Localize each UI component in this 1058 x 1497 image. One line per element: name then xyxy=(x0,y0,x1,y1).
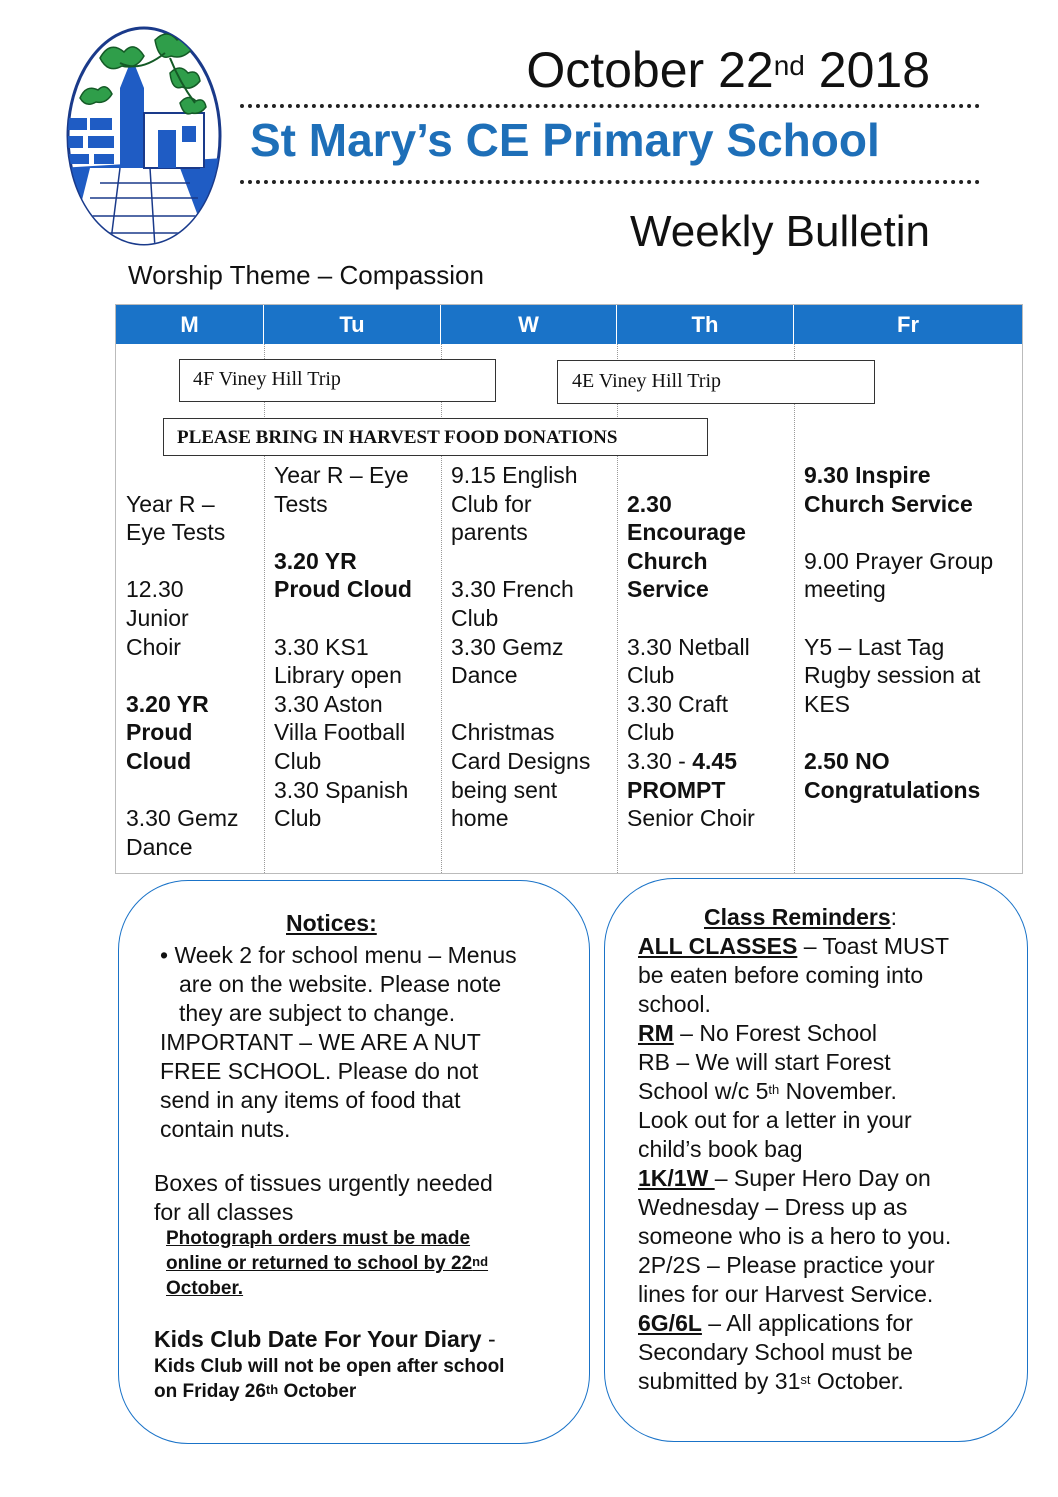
school-name: St Mary’s CE Primary School xyxy=(250,114,880,166)
day-header-monday: M xyxy=(116,305,264,344)
notices-tissues: Boxes of tissues urgently needed for all classes xyxy=(154,1170,493,1225)
monday-events: Year R – Eye Tests 12.30 Junior Choir 3.20 YR Proud Cloud 3.30 Gemz Dance xyxy=(126,490,239,860)
day-header-friday: Fr xyxy=(794,305,1022,344)
notices-title: Notices: xyxy=(286,910,377,936)
bulletin-date xyxy=(526,40,930,100)
bulletin-title: Weekly Bulletin xyxy=(630,207,930,256)
trip-banner-4e: 4E Viney Hill Trip xyxy=(557,360,875,404)
notices-menu-item: • Week 2 for school menu – Menus are on the website. Please note they are subject to change. IMPORTANT – WE ARE A NUT FREE SCHOOL. Please do not send in any items of food that contain nuts. xyxy=(160,942,517,1142)
worship-theme: Worship Theme – Compassion xyxy=(128,260,484,290)
day-header-wednesday: W xyxy=(441,305,617,344)
notices-photo-orders: Photograph orders must be made online or returned to school by 22nd October. xyxy=(166,1228,489,1299)
tuesday-events: Year R – Eye Tests 3.20 YR Proud Cloud 3.30 KS1 Library open 3.30 Aston Villa Football Club 3.30 Spanish Club xyxy=(274,462,412,832)
day-header-tuesday: Tu xyxy=(264,305,441,344)
bullet-icon: • xyxy=(160,942,169,968)
notices-kids-club: Kids Club Date For Your Diary - Kids Club will not be open after school on Friday 26th October xyxy=(154,1326,505,1402)
day-header-thursday: Th xyxy=(617,305,794,344)
date-prefix: October 22 xyxy=(526,42,774,98)
dotted-divider-bottom xyxy=(240,180,980,184)
harvest-donations-banner: PLEASE BRING IN HARVEST FOOD DONATIONS xyxy=(163,418,708,456)
dotted-divider-top xyxy=(240,104,980,108)
thursday-events: 2.30 Encourage Church Service 3.30 Netball Club 3.30 Craft Club 3.30 - 4.45 PROMPT Senior Choir xyxy=(627,490,755,832)
trip-banner-4f: 4F Viney Hill Trip xyxy=(179,359,496,402)
date-year: 2018 xyxy=(818,42,930,98)
school-crest-logo xyxy=(60,18,225,248)
wednesday-events: 9.15 English Club for parents 3.30 French Club 3.30 Gemz Dance Christmas Card Designs being sent home xyxy=(451,462,591,832)
friday-events: 9.30 Inspire Church Service 9.00 Prayer Group meeting Y5 – Last Tag Rugby session at KES 2.50 NO Congratulations xyxy=(804,462,994,803)
class-reminders-list: Class Reminders: ALL CLASSES – Toast MUST be eaten before coming into school. RM – No Forest School RB – We will start Forest School w/c 5th November. Look out for a letter in your child’s book bag 1K/1W – Super Hero Day on Wednesday – Dress up as someone who is a hero to you. 2P/2S – Please practice your lines for our Harvest Service. 6G/6L – All applications for Secondary School must be submitted by 31st October. xyxy=(638,904,952,1394)
date-suffix: nd xyxy=(773,50,805,81)
column-divider xyxy=(794,344,795,873)
